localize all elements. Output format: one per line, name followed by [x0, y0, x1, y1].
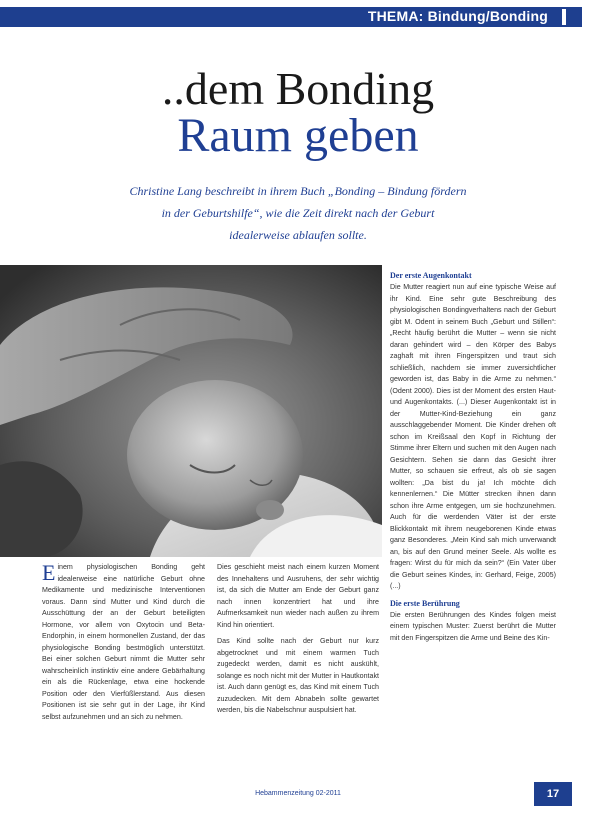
newborn-photo — [0, 265, 382, 557]
left-paragraph-1 — [42, 562, 205, 723]
mid-paragraph-1: Dies geschieht meist nach einem kurzen Moment des Innehaltens und Ausruhens, der sehr wichtig ist, da sich die Mutter am Ende der Geburt ganz nach innen konzentriert hat und ihre Aufmerksamkeit nun wieder nach außen zu ihrem Kind hin orientiert. — [217, 563, 379, 629]
subheading-eye-contact: Der erste Augenkontakt — [390, 271, 472, 280]
intro-line-1: Christine Lang beschreibt in ihrem Buch „Bonding – Bindung fördern — [129, 184, 467, 198]
footer-publication: Hebammenzeitung 02-2011 — [255, 790, 341, 797]
article-column-middle — [217, 562, 379, 722]
newborn-photo-image — [0, 265, 382, 557]
dropcap: E — [42, 560, 56, 585]
mid-paragraph-2: Das Kind sollte nach der Geburt nur kurz abgetrocknet und mit einem warmen Tuch zugedeckt werden, damit es nicht auskühlt, solange es noch nicht mit der Mutter in Hautkontakt ist. Auch dann genügt es, das Kind mit einem Tuch zuzudecken. Mit dem Abnabeln sollte gewartet werden, bis die Nabelschnur auspulsiert hat. — [217, 637, 379, 714]
right-paragraph-1: Die Mutter reagiert nun auf eine typische Weise auf ihr Kind. Eine sehr gute Beschreibung des physiologischen Bondingverhaltens nach der Geburt gibt M. Odent in seinem Buch „Geburt und Stillen“: „Recht häufig berührt die Mutter – wenn sie nicht daran gehindert wird – den Körper des Babys zaghaft mit ihren Fingerspitzen und traut sich schließlich, nachdem sie immer zuversichtlicher geworden ist, das Baby in die Arme zu nehmen.“ (Odent 2000). Dies ist der Moment des ersten Haut- und Augenkontakts. (...) Dieser Augenkontakt ist in der Mutter-Kind-Beziehung ein ganz ausschlaggebender Moment. Die Kinder drehen oft schon im Kreißsaal den Kopf in Richtung der Stimme ihrer Eltern und suchen mit den Augen nach Gesichtern. Sehen sie dann das Gesicht ihrer Mutter, so schauen sie erfreut, als ob sie sagen wollten: „Da bist du ja! Ich möchte dich kennenlernen.“ Die Mütter strecken ihnen dann schon ihre Arme entgegen, um sie hochzunehmen. Auch für die werdenden Väter ist der erste Blickkontakt mit ihrem neugeborenen Kinde etwas ganz Besonderes. „Mein Kind sah mich unverwandt an, bis auf den Grund meiner Seele. Als wollte es fragen: Wirst du für mich da sein?“ (Ein Vater über die Geburt seines Kindes, in: Gerhard, Feige, 2005) (...) — [390, 283, 556, 590]
article-column-left — [42, 562, 205, 728]
section-header-label: THEMA: Bindung/Bonding — [367, 8, 548, 24]
left-paragraph-1-text: inem physiologischen Bonding geht idealerweise eine natürliche Geburt ohne Medikamente und medizinische Interventionen voraus. Dann sind Mutter und Kind durch die Ausschüttung der an der Geburt beteiligten Hormone, vor allem von Oxytocin und Beta-Endorphin, in einem hormonellen Zustand, der das physiologische Bonding bestmöglich unterstützt. Bei einer solchen Geburt nimmt die Mutter sehr wahrscheinlich instinktiv eine andere Gebärhaltung ein als die Rückenlage, etwa eine hockende Position oder den Vierfüßlerstand. Aus diesen Positionen ist sie sehr gut in der Lage, ihr Kind selbst aufzunehmen und an sich zu nehmen. — [42, 563, 205, 721]
intro-line-3: idealerweise ablaufen sollte. — [229, 228, 367, 242]
intro-text — [110, 180, 486, 246]
page-number: 17 — [534, 782, 572, 806]
title-line-2: Raum geben — [177, 109, 419, 162]
title-line-1: ..dem Bonding — [161, 63, 435, 114]
right-paragraph-2: Die ersten Berührungen des Kindes folgen meist einem typischen Muster: Zuerst berührt die Mutter mit den Fingerspitzen die Arme und Beine des Kin- — [390, 610, 556, 642]
subheading-first-touch: Die erste Berührung — [390, 598, 460, 608]
header-notch — [562, 9, 566, 25]
intro-line-2: in der Geburtshilfe“, wie die Zeit direkt nach der Geburt — [161, 206, 435, 220]
article-column-right — [390, 270, 556, 649]
section-header-bar — [0, 7, 582, 27]
